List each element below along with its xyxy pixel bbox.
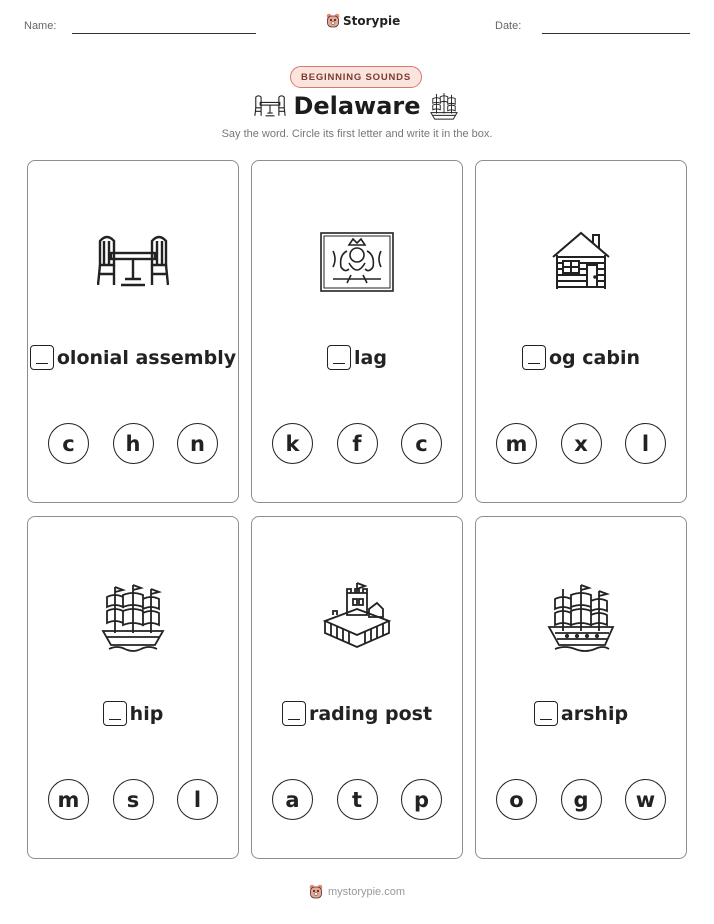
topic-badge: BEGINNING SOUNDS (290, 66, 422, 88)
letter-choice[interactable]: o (496, 779, 537, 820)
instructions: Say the word. Circle its first letter and write it in the box. (221, 128, 493, 140)
word-ending: hip (129, 702, 164, 725)
date-line[interactable] (542, 33, 690, 34)
word-card-3 (475, 160, 687, 503)
word-card-5 (251, 516, 463, 859)
answer-box[interactable] (327, 345, 351, 370)
page-title: Delaware (293, 92, 421, 120)
letter-choice[interactable]: l (177, 779, 218, 820)
storypie-logo-icon (309, 884, 323, 900)
letter-choice[interactable]: m (496, 423, 537, 464)
letter-choice[interactable]: n (177, 423, 218, 464)
letter-choice[interactable]: t (337, 779, 378, 820)
fort-icon (321, 581, 393, 653)
dining-table-icon (97, 233, 169, 289)
letter-choice[interactable]: w (625, 779, 666, 820)
word-card-6 (475, 516, 687, 859)
letter-choice[interactable]: l (625, 423, 666, 464)
word-ending: rading post (308, 702, 433, 725)
date-label: Date: (495, 20, 522, 32)
footer (0, 884, 714, 900)
footer-url[interactable]: mystorypie.com (327, 886, 406, 898)
letter-choice[interactable]: s (113, 779, 154, 820)
name-label: Name: (24, 20, 57, 32)
answer-box[interactable] (103, 701, 127, 726)
word-ending: lag (354, 346, 387, 369)
word-ending: og cabin (549, 346, 640, 369)
answer-box[interactable] (534, 701, 558, 726)
answer-box[interactable] (522, 345, 546, 370)
flag-icon (319, 231, 395, 293)
letter-choice[interactable]: x (561, 423, 602, 464)
letter-choice[interactable]: a (272, 779, 313, 820)
word-card-2 (251, 160, 463, 503)
word-ending: arship (560, 702, 629, 725)
word-ending: olonial assembly (56, 346, 237, 369)
letter-choice[interactable]: m (48, 779, 89, 820)
log-cabin-icon (549, 229, 613, 293)
warship-icon (547, 583, 615, 653)
answer-box[interactable] (282, 701, 306, 726)
word-card-4 (27, 516, 239, 859)
brand (326, 13, 400, 29)
name-line[interactable] (72, 33, 256, 34)
answer-box[interactable] (30, 345, 54, 370)
brand-name: Storypie (343, 14, 401, 28)
ship-icon (430, 92, 458, 122)
letter-choice[interactable]: h (113, 423, 154, 464)
letter-choice[interactable]: p (401, 779, 442, 820)
letter-choice[interactable]: c (401, 423, 442, 464)
letter-choice[interactable]: g (561, 779, 602, 820)
letter-choice[interactable]: f (337, 423, 378, 464)
storypie-logo-icon (326, 13, 340, 29)
word-card-1 (27, 160, 239, 503)
letter-choice[interactable]: c (48, 423, 89, 464)
ship-icon (101, 583, 165, 653)
letter-choice[interactable]: k (272, 423, 313, 464)
